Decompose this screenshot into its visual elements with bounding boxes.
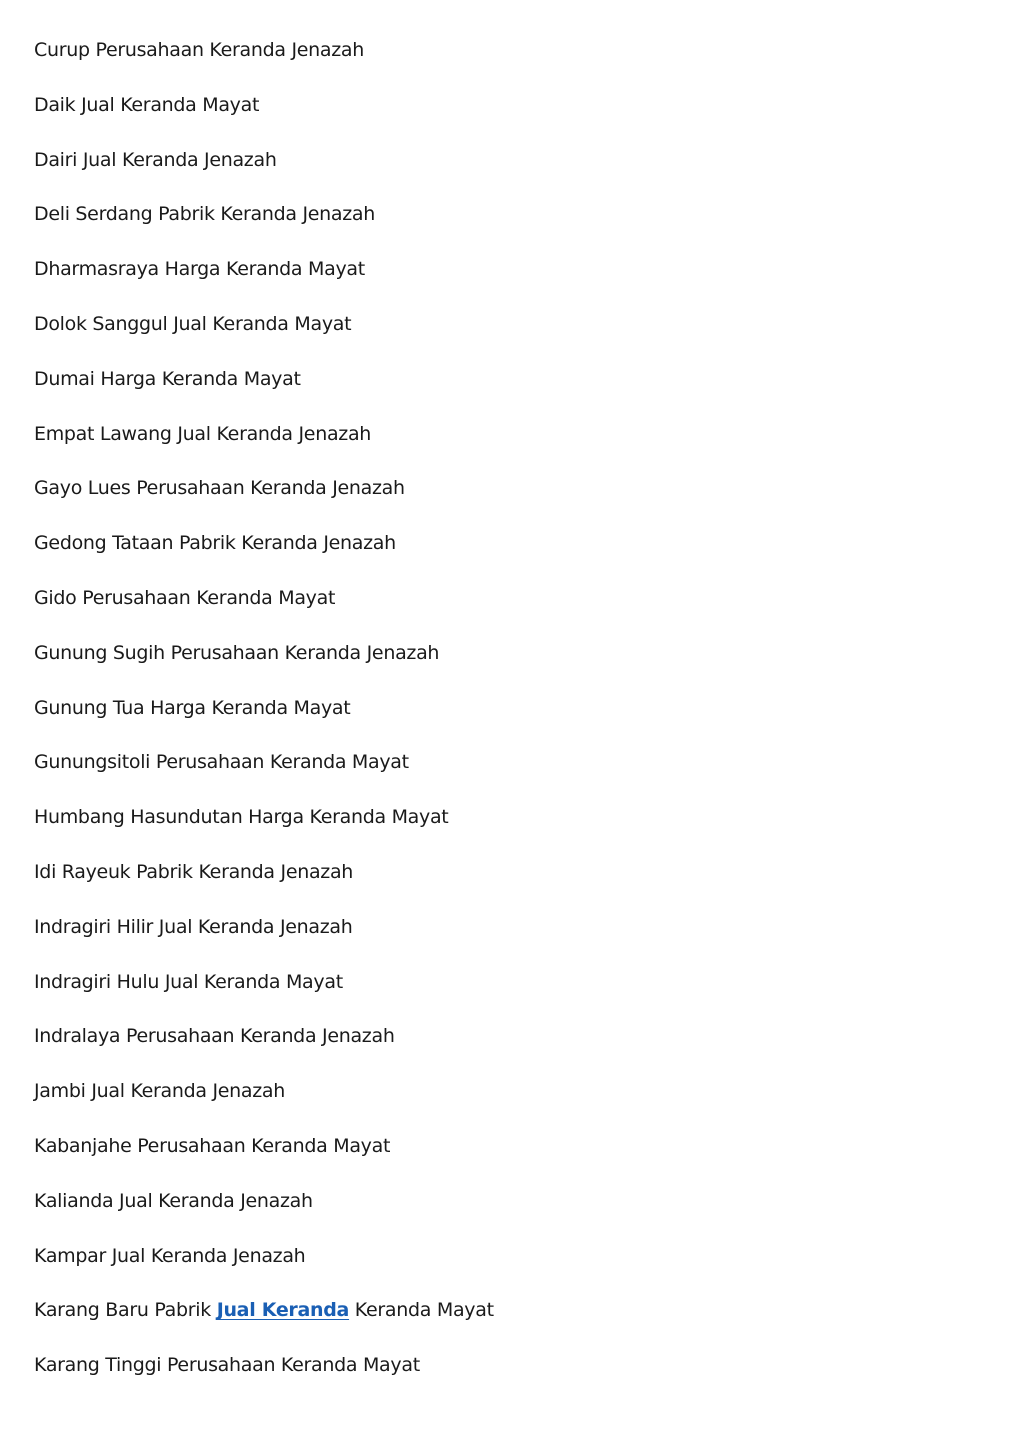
list-item: Kabanjahe Perusahaan Keranda Mayat bbox=[34, 1134, 391, 1157]
list-item: Indragiri Hilir Jual Keranda Jenazah bbox=[34, 915, 353, 938]
list-item: Gedong Tataan Pabrik Keranda Jenazah bbox=[34, 532, 396, 555]
list-item: Indragiri Hulu Jual Keranda Mayat bbox=[34, 970, 343, 993]
list-item: Daik Jual Keranda Mayat bbox=[34, 93, 260, 116]
list-item: Deli Serdang Pabrik Keranda Jenazah bbox=[34, 203, 376, 226]
list-item-with-link bbox=[34, 1294, 994, 1349]
list-item: Dairi Jual Keranda Jenazah bbox=[34, 148, 277, 171]
list-item: Indralaya Perusahaan Keranda Jenazah bbox=[34, 1025, 395, 1048]
list-item: Dumai Harga Keranda Mayat bbox=[34, 367, 301, 390]
list-item: Idi Rayeuk Pabrik Keranda Jenazah bbox=[34, 860, 354, 883]
list-item-text-after: Keranda Mayat bbox=[349, 1299, 494, 1322]
list-item: Gunungsitoli Perusahaan Keranda Mayat bbox=[34, 751, 409, 774]
list-item: Jambi Jual Keranda Jenazah bbox=[34, 1080, 286, 1103]
document-body bbox=[34, 34, 994, 1404]
list-item: Gunung Tua Harga Keranda Mayat bbox=[34, 696, 351, 719]
list-item: Gido Perusahaan Keranda Mayat bbox=[34, 586, 336, 609]
list-item: Dolok Sanggul Jual Keranda Mayat bbox=[34, 312, 352, 335]
list-item: Gayo Lues Perusahaan Keranda Jenazah bbox=[34, 477, 405, 500]
list-item: Kampar Jual Keranda Jenazah bbox=[34, 1244, 306, 1267]
list-item: Kalianda Jual Keranda Jenazah bbox=[34, 1189, 313, 1212]
list-item: Humbang Hasundutan Harga Keranda Mayat bbox=[34, 806, 449, 829]
list-item: Dharmasraya Harga Keranda Mayat bbox=[34, 258, 365, 281]
list-item: Karang Tinggi Perusahaan Keranda Mayat bbox=[34, 1354, 420, 1377]
list-item-text-before: Karang Baru Pabrik bbox=[34, 1299, 217, 1322]
jual-keranda-link[interactable]: Jual Keranda bbox=[216, 1299, 350, 1322]
list-item: Gunung Sugih Perusahaan Keranda Jenazah bbox=[34, 641, 440, 664]
list-item: Curup Perusahaan Keranda Jenazah bbox=[34, 39, 365, 61]
list-item: Empat Lawang Jual Keranda Jenazah bbox=[34, 422, 372, 445]
